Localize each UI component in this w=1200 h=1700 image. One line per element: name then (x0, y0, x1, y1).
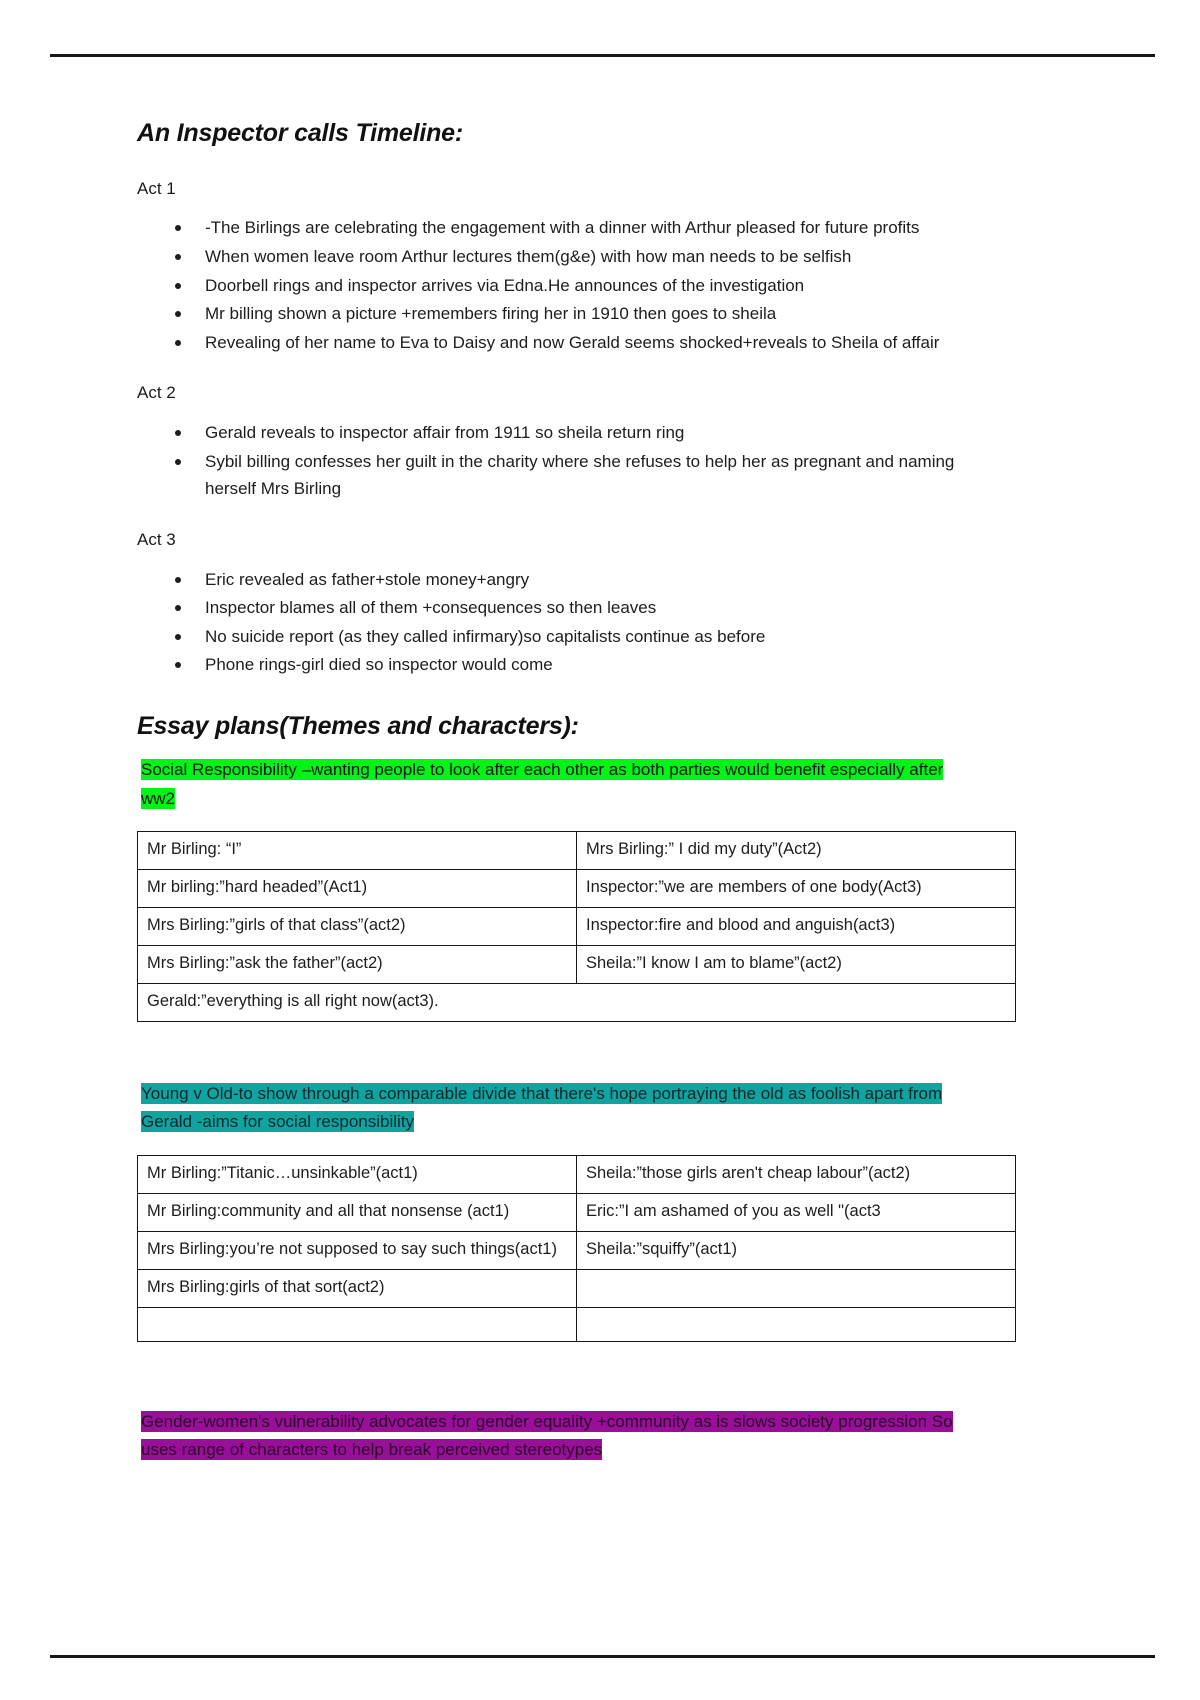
table-cell-quote: Inspector:”we are members of one body(Act3) (577, 870, 1016, 908)
list-item: Gerald reveals to inspector affair from 1911 so sheila return ring (137, 419, 982, 447)
act-3-bullet-list (137, 566, 982, 679)
list-item: Mr billing shown a picture +remembers firing her in 1910 then goes to sheila (137, 300, 982, 328)
act-2-bullet-list (137, 419, 982, 503)
page-footer-rule (50, 1655, 1155, 1658)
list-item: Inspector blames all of them +consequences so then leaves (137, 594, 982, 622)
table-cell-quote (138, 1307, 577, 1341)
act-label-1: Act 1 (137, 178, 176, 198)
table-row (138, 983, 1016, 1021)
section-spacer (137, 1362, 982, 1408)
table-cell-quote: Mrs Birling:”girls of that class”(act2) (138, 908, 577, 946)
table-row (138, 870, 1016, 908)
table-cell-quote: Mrs Birling:you’re not supposed to say such things(act1) (138, 1231, 577, 1269)
list-item: Phone rings-girl died so inspector would come (137, 651, 982, 679)
highlighted-text: Gender-women's vulnerability advocates for gender equality +community as is slows society progression So uses range of characters to help break perceived stereotypes (141, 1411, 953, 1460)
list-item: When women leave room Arthur lectures them(g&e) with how man needs to be selfish (137, 243, 982, 271)
table-row (138, 1231, 1016, 1269)
table-row (138, 1155, 1016, 1193)
theme-statement-young-v-old (137, 1080, 982, 1137)
list-item: Revealing of her name to Eva to Daisy and now Gerald seems shocked+reveals to Sheila of affair (137, 329, 982, 357)
theme-statement-gender (137, 1408, 982, 1465)
table-cell-quote: Sheila:”squiffy”(act1) (577, 1231, 1016, 1269)
highlighted-text: Young v Old-to show through a comparable divide that there's hope portraying the old as foolish apart from Gerald -aims for social responsibility (141, 1083, 943, 1132)
quotes-table-young-v-old (137, 1155, 1016, 1342)
section-spacer (137, 1042, 982, 1080)
table-row (138, 1307, 1016, 1341)
act-label-3: Act 3 (137, 529, 176, 549)
list-item: Sybil billing confesses her guilt in the charity where she refuses to help her as pregnant and naming herself Mrs Birling (137, 448, 982, 503)
list-item: -The Birlings are celebrating the engagement with a dinner with Arthur pleased for future profits (137, 214, 982, 242)
list-item: Eric revealed as father+stole money+angry (137, 566, 982, 594)
table-cell-quote: Sheila:”those girls aren't cheap labour”(act2) (577, 1155, 1016, 1193)
table-cell-quote: Mr Birling:”Titanic…unsinkable”(act1) (138, 1155, 577, 1193)
table-row (138, 832, 1016, 870)
list-item: No suicide report (as they called infirmary)so capitalists continue as before (137, 623, 982, 651)
table-row (138, 1269, 1016, 1307)
list-item: Doorbell rings and inspector arrives via Edna.He announces of the investigation (137, 272, 982, 300)
act-1-bullet-list (137, 214, 982, 356)
table-cell-quote: Eric:”I am ashamed of you as well "(act3 (577, 1193, 1016, 1231)
timeline-heading: An Inspector calls Timeline: (137, 119, 463, 147)
theme-statement-social-responsibility (137, 756, 982, 813)
quotes-table-social-responsibility (137, 831, 1016, 1022)
table-cell-quote: Mrs Birling:girls of that sort(act2) (138, 1269, 577, 1307)
table-cell-quote: Mr Birling: “I” (138, 832, 577, 870)
table-row (138, 1193, 1016, 1231)
table-cell-quote: Sheila:”I know I am to blame”(act2) (577, 946, 1016, 984)
table-cell-quote: Mrs Birling:”ask the father”(act2) (138, 946, 577, 984)
table-row (138, 946, 1016, 984)
highlighted-text: Social Responsibility –wanting people to look after each other as both parties would benefit especially after ww2 (141, 760, 944, 808)
act-label-2: Act 2 (137, 383, 176, 403)
table-cell-quote: Inspector:fire and blood and anguish(act3) (577, 908, 1016, 946)
table-cell-quote: Gerald:”everything is all right now(act3). (138, 983, 1016, 1021)
document-content (137, 120, 982, 1483)
table-cell-quote (577, 1307, 1016, 1341)
table-cell-quote: Mr Birling:community and all that nonsense (act1) (138, 1193, 577, 1231)
table-cell-quote (577, 1269, 1016, 1307)
page-header-rule (50, 54, 1155, 57)
essay-plans-heading: Essay plans(Themes and characters): (137, 711, 579, 740)
table-cell-quote: Mr birling:”hard headed”(Act1) (138, 870, 577, 908)
table-row (138, 908, 1016, 946)
table-cell-quote: Mrs Birling:” I did my duty”(Act2) (577, 832, 1016, 870)
